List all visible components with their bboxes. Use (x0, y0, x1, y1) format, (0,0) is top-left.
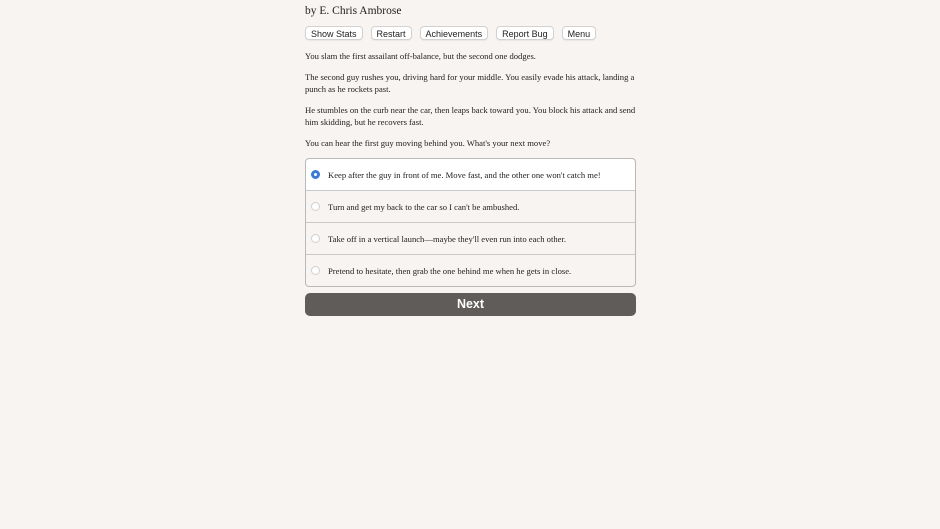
choice-option-4[interactable] (306, 254, 635, 286)
radio-icon[interactable] (311, 234, 320, 243)
choice-option-1[interactable] (306, 159, 635, 190)
choice-label: Turn and get my back to the car so I can't be ambushed. (328, 201, 520, 212)
choice-list (305, 158, 636, 287)
choice-label: Keep after the guy in front of me. Move fast, and the other one won't catch me! (328, 169, 601, 180)
choice-option-2[interactable] (306, 190, 635, 222)
show-stats-button[interactable]: Show Stats (305, 26, 363, 40)
choice-option-3[interactable] (306, 222, 635, 254)
radio-icon[interactable] (311, 266, 320, 275)
story-page (305, 0, 636, 311)
story-paragraph: He stumbles on the curb near the car, then leaps back toward you. You block his attack and send him skidding, but he recovers fast. (305, 105, 636, 127)
radio-icon[interactable] (311, 202, 320, 211)
choice-label: Pretend to hesitate, then grab the one behind me when he gets in close. (328, 265, 572, 276)
story-text (305, 50, 636, 149)
story-question: You can hear the first guy moving behind you. What's your next move? (305, 138, 551, 148)
restart-button[interactable]: Restart (371, 26, 412, 40)
radio-selected-icon[interactable] (311, 170, 320, 179)
choice-label: Take off in a vertical launch—maybe they'll even run into each other. (328, 233, 566, 244)
toolbar (305, 26, 636, 42)
author-byline: by E. Chris Ambrose (305, 5, 402, 17)
story-paragraph: You slam the first assailant off-balance, but the second one dodges. (305, 51, 536, 61)
menu-button[interactable]: Menu (562, 26, 597, 40)
achievements-button[interactable]: Achievements (420, 26, 489, 40)
next-button[interactable]: Next (305, 293, 636, 316)
report-bug-button[interactable]: Report Bug (496, 26, 554, 40)
story-paragraph: The second guy rushes you, driving hard for your middle. You easily evade his attack, landing a punch as he rockets past. (305, 72, 635, 94)
